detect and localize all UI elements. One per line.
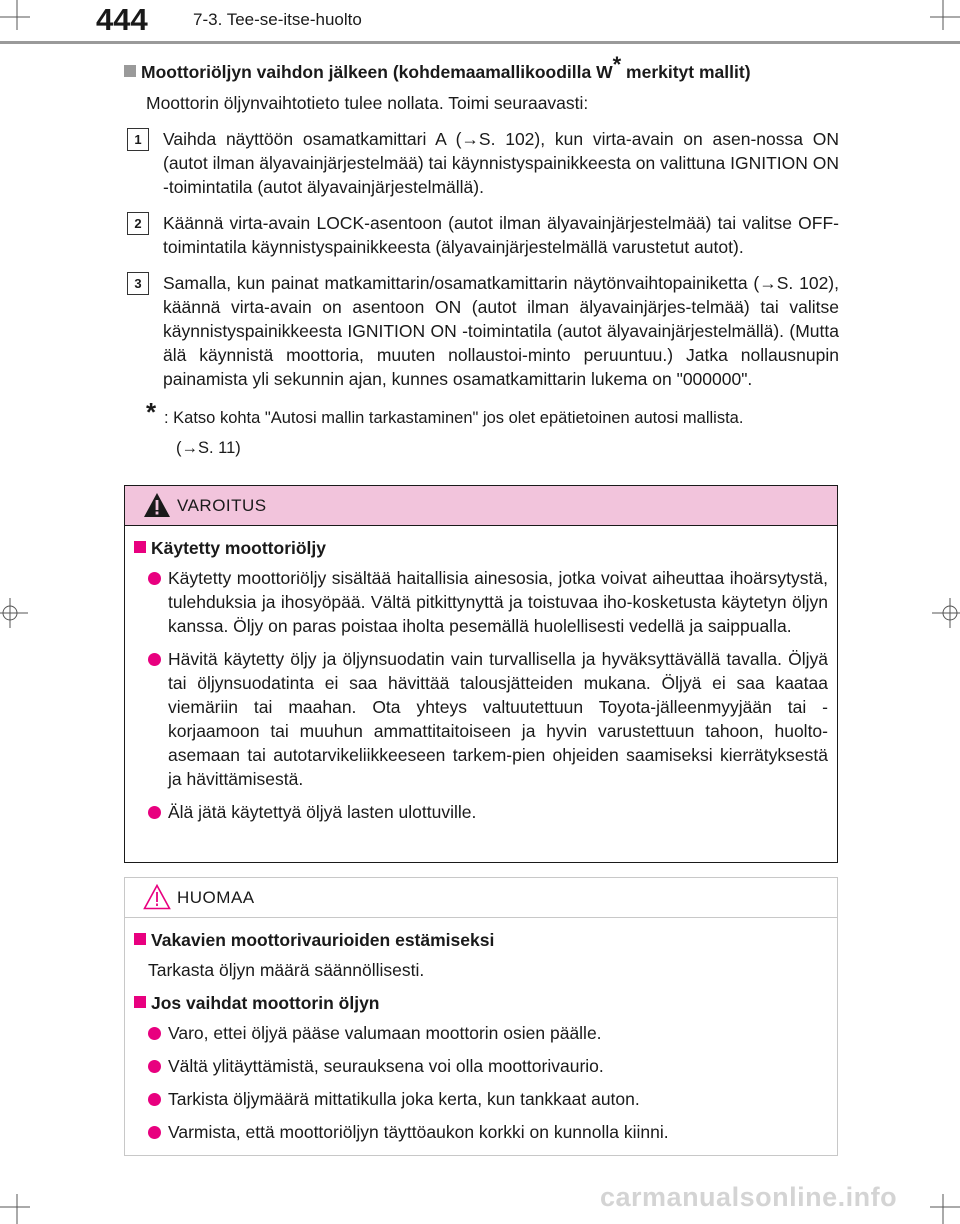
footnote-asterisk: * — [146, 397, 157, 427]
step-text: Käännä virta-avain LOCK-asentoon (autot ilman älyavainjärjestelmää) tai valitse OFF-toimintatila käynnistyspainikkeesta (älyavainjärjestelmällä varustetut autot). — [163, 213, 839, 257]
footnote-line-2: (→S. 11) — [176, 439, 241, 457]
warning-subheading — [134, 536, 828, 560]
bullet-dot-icon — [148, 1093, 161, 1106]
crop-mark-bottom-right — [930, 1194, 960, 1224]
step-item — [134, 271, 839, 391]
warning-box — [124, 485, 838, 863]
heading-asterisk: * — [612, 52, 622, 77]
footnote-line-1: : Katso kohta "Autosi mallin tarkastaminen" jos olet epätietoinen autosi mallista. — [164, 409, 744, 427]
step-text: Samalla, kun painat matkamittarin/osamatkamittarin näytönvaihtopainiketta (→S. 102), käännä virta-avain on asentoon ON (autot ilman älyavainjärjes-telmää) tai valitse käynnistyspainikkeesta IGNITION ON -toimintatila (autot älyavainjärjestelmällä). (Mutta älä käynnistä moottoria, muuten nollaustoi-minto peruuntuu.) Jatka nollausnupin painamista yli sekunnin ajan, kunnes osamatkamittarin lukema on "000000". — [163, 273, 839, 389]
bullet-dot-icon — [148, 572, 161, 585]
caution-triangle-outline-icon — [143, 884, 171, 915]
step-item — [134, 211, 839, 259]
bullet-dot-icon — [148, 1060, 161, 1073]
square-bullet-icon — [134, 933, 146, 945]
step-number-badge: 1 — [127, 128, 149, 151]
notice-bullet-text: Varmista, että moottoriöljyn täyttöaukon korkki on kunnolla kiinni. — [168, 1122, 669, 1142]
notice-bullet — [134, 1120, 828, 1144]
oil-change-reset-section — [124, 53, 839, 463]
section-heading-tail: merkityt mallit) — [621, 62, 751, 82]
warning-body — [125, 526, 837, 824]
crop-mark-top-left — [0, 0, 30, 30]
notice-bullet — [134, 1021, 828, 1045]
section-heading — [124, 53, 839, 84]
header-divider — [0, 41, 960, 44]
crop-mark-mid-right — [930, 596, 960, 630]
notice-bullet-text: Tarkista öljymäärä mittatikulla joka kerta, kun tankkaat auton. — [168, 1089, 640, 1109]
notice-subheading-text: Jos vaihdat moottorin öljyn — [151, 993, 380, 1013]
bullet-dot-icon — [148, 1126, 161, 1139]
notice-box — [124, 877, 838, 1156]
step-number-badge: 2 — [127, 212, 149, 235]
section-intro: Moottorin öljynvaihtotieto tulee nollata. Toimi seuraavasti: — [146, 93, 589, 113]
crop-mark-top-right — [930, 0, 960, 30]
crop-mark-bottom-left — [0, 1194, 30, 1224]
notice-subheading-text: Vakavien moottorivaurioiden estämiseksi — [151, 930, 495, 950]
chapter-title: 7-3. Tee-se-itse-huolto — [193, 10, 362, 29]
bullet-dot-icon — [148, 806, 161, 819]
warning-bullet-text: Älä jätä käytettyä öljyä lasten ulottuville. — [168, 802, 477, 822]
notice-subheading — [134, 991, 828, 1015]
notice-text: Tarkasta öljyn määrä säännöllisesti. — [148, 960, 425, 980]
bullet-dot-icon — [148, 1027, 161, 1040]
warning-bullet-text: Käytetty moottoriöljy sisältää haitallisia ainesosia, jotka voivat aiheuttaa ihoärsytystä, tulehduksia ja ihosyöpää. Vältä pitkittynyttä ja toistuvaa iho-kosketusta käytetyn öljyn kanssa. Öljy on paras poistaa iholta pesemällä huolellisesti vedellä ja saippualla. — [168, 568, 828, 636]
step-text: Vaihda näyttöön osamatkamittari A (→S. 102), kun virta-avain on asen-nossa ON (autot ilman älyavainjärjestelmää) tai käynnistyspainikkeesta on valittuna IGNITION ON -toimintatila (autot älyavainjärjestelmällä). — [163, 129, 839, 197]
warning-bullet — [134, 800, 828, 824]
step-number-badge: 3 — [127, 272, 149, 295]
warning-title: VAROITUS — [177, 496, 267, 515]
warning-triangle-icon — [143, 492, 171, 523]
page-number: 444 — [96, 2, 148, 37]
notice-bullet-text: Vältä ylitäyttämistä, seurauksena voi olla moottorivaurio. — [168, 1056, 604, 1076]
step-item — [134, 127, 839, 199]
bullet-dot-icon — [148, 653, 161, 666]
section-heading-text: Moottoriöljyn vaihdon jälkeen (kohdemaamallikoodilla W — [141, 62, 613, 82]
warning-bullet — [134, 566, 828, 638]
square-bullet-icon — [124, 65, 136, 77]
warning-bullet-text: Hävitä käytetty öljy ja öljynsuodatin vain turvallisella ja hyväksyttävällä tavalla. Öljyä tai öljynsuodatinta ei saa hävittää talousjätteiden mukana. Öljyä ei saa kaataa viemäriin tai maahan. Ota yhteys valtuutettuun Toyota-jälleenmyyjään tai -korjaamoon tai muuhun ammattitaitoiseen ja hyvin varustettuun tahoon, huolto-asemaan tai autotarvikeliikkeeseen tarkem-pien ohjeiden saamiseksi kierrätyksestä ja hävittämisestä. — [168, 649, 828, 789]
square-bullet-icon — [134, 541, 146, 553]
square-bullet-icon — [134, 996, 146, 1008]
notice-bullet-text: Varo, ettei öljyä pääse valumaan moottorin osien päälle. — [168, 1023, 602, 1043]
footnote — [146, 397, 839, 463]
warning-header — [125, 486, 837, 526]
notice-body — [125, 918, 837, 1144]
notice-subheading — [134, 928, 828, 952]
warning-subheading-text: Käytetty moottoriöljy — [151, 538, 327, 558]
notice-header — [125, 878, 837, 918]
warning-bullet — [134, 647, 828, 791]
notice-bullet — [134, 1087, 828, 1111]
watermark: carmanualsonline.info — [600, 1182, 898, 1212]
notice-bullet — [134, 1054, 828, 1078]
notice-title: HUOMAA — [177, 888, 255, 907]
crop-mark-mid-left — [0, 596, 30, 630]
